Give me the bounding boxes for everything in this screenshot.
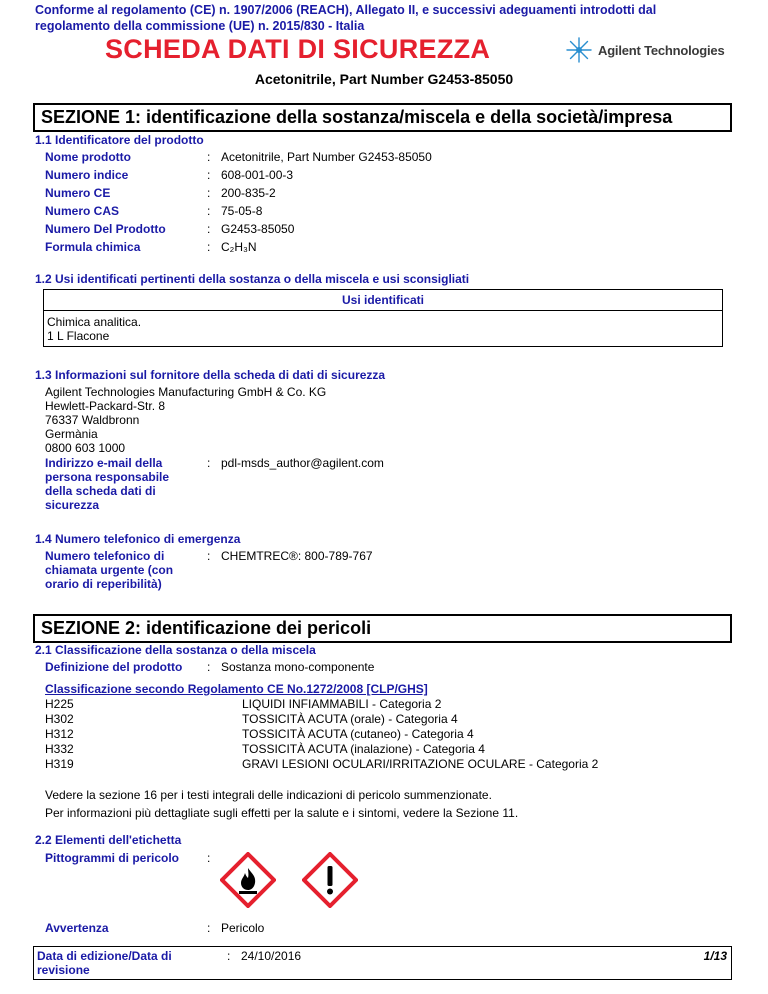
section-1-heading: SEZIONE 1: identificazione della sostanza/miscela e della società/impresa bbox=[33, 103, 732, 132]
subsection-1-4-heading: 1.4 Numero telefonico di emergenza bbox=[35, 532, 241, 546]
emergency-phone-label: Numero telefonico di chiamata urgente (con orario di reperibilità) bbox=[45, 549, 174, 591]
revision-date-value: 24/10/2016 bbox=[241, 949, 302, 963]
address-line: 0800 603 1000 bbox=[45, 441, 126, 455]
colon: : bbox=[207, 921, 211, 935]
colon: : bbox=[207, 240, 211, 254]
product-definition-value: Sostanza mono-componente bbox=[221, 660, 375, 674]
colon: : bbox=[227, 949, 231, 963]
signal-word-value: Pericolo bbox=[221, 921, 265, 935]
emergency-phone-value: CHEMTREC®: 800-789-767 bbox=[221, 549, 373, 563]
chemical-formula-label: Formula chimica bbox=[45, 240, 141, 254]
colon: : bbox=[207, 456, 211, 470]
hazard-description: LIQUIDI INFIAMMABILI - Categoria 2 bbox=[242, 697, 442, 711]
product-definition-label: Definizione del prodotto bbox=[45, 660, 183, 674]
note-section-16: Vedere la sezione 16 per i testi integrali delle indicazioni di pericolo summenzionate. bbox=[45, 788, 492, 802]
address-line: Hewlett-Packard-Str. 8 bbox=[45, 399, 166, 413]
signal-word-label: Avvertenza bbox=[45, 921, 109, 935]
regulation-notice bbox=[35, 2, 725, 34]
colon: : bbox=[207, 660, 211, 674]
cas-number-label: Numero CAS bbox=[45, 204, 120, 218]
ec-number-label: Numero CE bbox=[45, 186, 111, 200]
flame-pictogram-icon bbox=[220, 852, 276, 908]
subsection-2-2-heading: 2.2 Elementi dell'etichetta bbox=[35, 833, 182, 847]
pictograms-label: Pittogrammi di pericolo bbox=[45, 851, 180, 865]
note-section-11: Per informazioni più dettagliate sugli effetti per la salute e i sintomi, vedere la Sezione 11. bbox=[45, 806, 519, 820]
colon: : bbox=[207, 186, 211, 200]
index-number-label: Numero indice bbox=[45, 168, 129, 182]
spark-logo-icon bbox=[566, 37, 592, 63]
chemical-formula-value: C₂H₃N bbox=[221, 240, 257, 254]
logo-text: Agilent Technologies bbox=[598, 42, 725, 58]
identified-uses-table bbox=[43, 289, 723, 347]
hazard-code: H332 bbox=[45, 742, 74, 756]
product-name-label: Nome prodotto bbox=[45, 150, 131, 164]
hazard-code: H312 bbox=[45, 727, 74, 741]
subsection-1-2-heading: 1.2 Usi identificati pertinenti della sostanza o della miscela e usi sconsigliati bbox=[35, 272, 470, 286]
product-number-label: Numero Del Prodotto bbox=[45, 222, 166, 236]
hazard-description: TOSSICITÀ ACUTA (inalazione) - Categoria 4 bbox=[242, 742, 485, 756]
page-number: 1/13 bbox=[703, 949, 727, 963]
colon: : bbox=[207, 168, 211, 182]
address-line: Agilent Technologies Manufacturing GmbH & Co. KG bbox=[45, 385, 327, 399]
hazard-description: TOSSICITÀ ACUTA (cutaneo) - Categoria 4 bbox=[242, 727, 474, 741]
subsection-1-1-heading: 1.1 Identificatore del prodotto bbox=[35, 133, 204, 147]
ec-number-value: 200-835-2 bbox=[221, 186, 276, 200]
colon: : bbox=[207, 204, 211, 218]
colon: : bbox=[207, 150, 211, 164]
address-line: Germània bbox=[45, 427, 98, 441]
hazard-code: H319 bbox=[45, 757, 74, 771]
hazard-code: H225 bbox=[45, 697, 74, 711]
footer bbox=[33, 946, 732, 980]
supplier-address bbox=[45, 385, 326, 455]
product-subtitle: Acetonitrile, Part Number G2453-85050 bbox=[254, 71, 514, 87]
colon: : bbox=[207, 549, 211, 563]
regulation-line-1: Conforme al regolamento (CE) n. 1907/2006 (REACH), Allegato II, e successivi adeguamenti introdotti dal bbox=[35, 3, 657, 17]
use-item: 1 L Flacone bbox=[47, 329, 110, 343]
use-item: Chimica analitica. bbox=[47, 315, 142, 329]
email-value: pdl-msds_author@agilent.com bbox=[221, 456, 384, 470]
exclamation-pictogram-icon bbox=[302, 852, 358, 908]
product-name-value: Acetonitrile, Part Number G2453-85050 bbox=[221, 150, 432, 164]
section-2-heading: SEZIONE 2: identificazione dei pericoli bbox=[33, 614, 732, 643]
agilent-logo bbox=[566, 37, 725, 63]
subsection-2-1-heading: 2.1 Classificazione della sostanza o della miscela bbox=[35, 643, 316, 657]
email-label: Indirizzo e-mail della persona responsabile della scheda dati di sicurezza bbox=[45, 456, 170, 512]
hazard-description: TOSSICITÀ ACUTA (orale) - Categoria 4 bbox=[242, 712, 458, 726]
colon: : bbox=[207, 851, 211, 865]
clp-classification-heading[interactable]: Classificazione secondo Regolamento CE No.1272/2008 [CLP/GHS] bbox=[45, 682, 428, 696]
document-title: SCHEDA DATI DI SICUREZZA bbox=[105, 34, 491, 64]
identified-uses-body bbox=[44, 311, 722, 347]
address-line: 76337 Waldbronn bbox=[45, 413, 140, 427]
revision-date-label: Data di edizione/Data di revisione bbox=[37, 949, 172, 977]
product-number-value: G2453-85050 bbox=[221, 222, 295, 236]
index-number-value: 608-001-00-3 bbox=[221, 168, 294, 182]
identified-uses-header: Usi identificati bbox=[44, 290, 722, 311]
regulation-line-2: regolamento della commissione (UE) n. 2015/830 - Italia bbox=[35, 19, 365, 33]
colon: : bbox=[207, 222, 211, 236]
hazard-code: H302 bbox=[45, 712, 74, 726]
subsection-1-3-heading: 1.3 Informazioni sul fornitore della scheda di dati di sicurezza bbox=[35, 368, 386, 382]
cas-number-value: 75-05-8 bbox=[221, 204, 263, 218]
hazard-description: GRAVI LESIONI OCULARI/IRRITAZIONE OCULARE - Categoria 2 bbox=[242, 757, 599, 771]
